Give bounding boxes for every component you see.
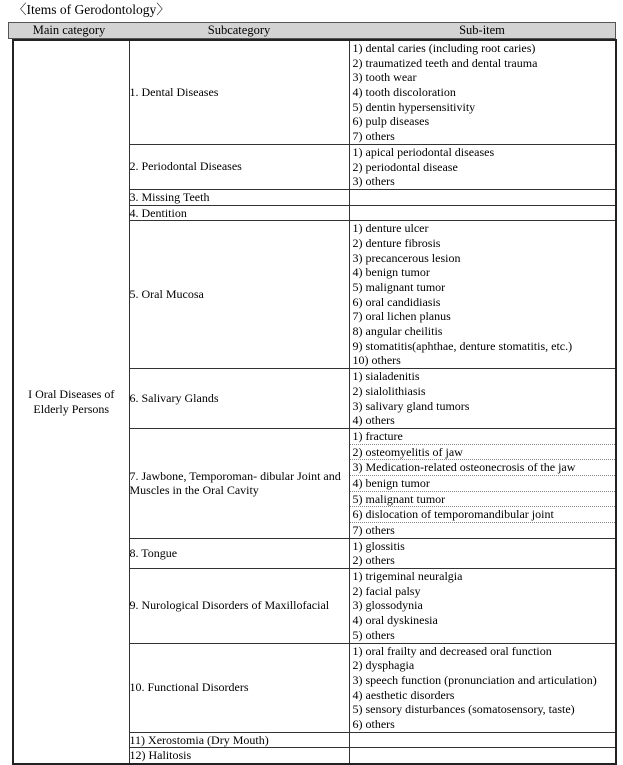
sub-item-cell — [349, 144, 616, 189]
sub-item-cell — [349, 205, 616, 221]
sub-item-line: 5) dentin hypersensitivity — [352, 99, 476, 114]
subcategory-cell — [129, 748, 349, 764]
column-header-sub-item: Sub-item — [459, 23, 505, 37]
subcategory-text: 7. Jawbone, Temporoman- dibular Joint and Muscles in the Oral Cavity — [129, 468, 341, 498]
gerodontology-table — [12, 39, 617, 765]
sub-item-line: 1) fracture — [350, 429, 616, 445]
subcategory-cell — [129, 428, 349, 538]
sub-item-line: 4) aesthetic disorders — [352, 687, 455, 702]
sub-item-line: 4) benign tumor — [352, 265, 430, 280]
sub-item-line: 6) others — [352, 716, 395, 731]
main-category-cell — [13, 40, 129, 764]
subcategory-text: 12) Halitosis — [129, 748, 192, 763]
sub-item-line: 2) denture fibrosis — [352, 235, 441, 250]
sub-item-line: 2) traumatized teeth and dental trauma — [352, 55, 538, 70]
main-category-text: I Oral Diseases of Elderly Persons — [28, 387, 115, 417]
column-header-subcategory: Subcategory — [207, 23, 271, 37]
sub-item-line: 3) Medication-related osteonecrosis of the jaw — [350, 460, 616, 476]
subcategory-text: 8. Tongue — [129, 546, 178, 561]
sub-item-line: 3) glossodynia — [352, 598, 423, 613]
subcategory-cell — [129, 538, 349, 568]
sub-item-line: 3) salivary gland tumors — [352, 398, 470, 413]
sub-item-line: 2) dysphagia — [352, 658, 415, 673]
sub-item-line: 10) others — [352, 353, 401, 368]
sub-item-cell — [349, 189, 616, 205]
sub-item-line: 4) benign tumor — [350, 476, 616, 492]
sub-item-cell — [349, 732, 616, 748]
subcategory-text: 5. Oral Mucosa — [129, 287, 204, 302]
sub-item-line: 9) stomatitis(aphthae, denture stomatitis, etc.) — [352, 338, 573, 353]
sub-item-line: 3) others — [352, 174, 395, 189]
subcategory-text: 3. Missing Teeth — [129, 189, 210, 204]
subcategory-text: 4. Dentition — [129, 205, 187, 220]
subcategory-cell — [129, 144, 349, 189]
sub-item-line: 3) precancerous lesion — [352, 250, 461, 265]
subcategory-text: 6. Salivary Glands — [129, 391, 219, 406]
subcategory-text: 2. Periodontal Diseases — [129, 159, 242, 174]
subcategory-text: 11) Xerostomia (Dry Mouth) — [129, 732, 269, 747]
subcategory-cell — [129, 569, 349, 643]
sub-item-line: 1) glossitis — [352, 538, 405, 553]
subcategory-text: 1. Dental Diseases — [129, 85, 219, 100]
subcategory-cell — [129, 40, 349, 144]
sub-item-line: 5) malignant tumor — [352, 280, 446, 295]
sub-item-line: 8) angular cheilitis — [352, 324, 443, 339]
sub-item-line: 2) periodontal disease — [352, 159, 458, 174]
sub-item-line: 5) malignant tumor — [350, 492, 616, 508]
sub-item-cell — [349, 748, 616, 764]
sub-item-line: 6) oral candidiasis — [352, 294, 441, 309]
sub-item-line: 3) speech function (pronunciation and articulation) — [352, 672, 597, 687]
sub-item-line: 7) others — [352, 523, 395, 538]
sub-item-line: 2) facial palsy — [352, 583, 421, 598]
sub-item-line: 1) trigeminal neuralgia — [352, 569, 463, 584]
sub-item-line: 2) osteomyelitis of jaw — [350, 445, 616, 461]
sub-item-line: 1) denture ulcer — [352, 221, 429, 236]
sub-item-line: 1) dental caries (including root caries) — [352, 41, 536, 55]
sub-item-line: 5) others — [352, 627, 395, 642]
subcategory-cell — [129, 205, 349, 221]
sub-item-line: 1) apical periodontal diseases — [352, 144, 495, 159]
sub-item-line: 7) oral lichen planus — [352, 309, 451, 324]
sub-item-line: 5) sensory disturbances (somatosensory, taste) — [352, 702, 575, 717]
sub-item-line: 6) pulp diseases — [352, 114, 430, 129]
page-title: 〈Items of Gerodontology〉 — [13, 2, 170, 17]
sub-item-line: 2) sialolithiasis — [352, 383, 426, 398]
sub-item-line: 7) others — [352, 129, 395, 144]
table-row — [13, 40, 616, 144]
sub-item-line: 6) dislocation of temporomandibular joint — [350, 507, 616, 523]
subcategory-cell — [129, 732, 349, 748]
sub-item-line: 1) oral frailty and decreased oral function — [352, 643, 552, 658]
sub-item-cell — [349, 40, 616, 144]
sub-item-line: 2) others — [352, 553, 395, 568]
sub-item-cell — [349, 428, 616, 538]
subcategory-text: 10. Functional Disorders — [129, 680, 249, 695]
sub-item-line: 4) oral dyskinesia — [352, 613, 438, 628]
sub-item-line: 3) tooth wear — [352, 70, 417, 85]
subcategory-text: 9. Nurological Disorders of Maxillofacial — [129, 598, 330, 613]
sub-item-cell — [349, 538, 616, 568]
sub-item-cell — [349, 221, 616, 369]
subcategory-cell — [129, 643, 349, 732]
table-header — [8, 22, 616, 39]
sub-item-cell — [349, 643, 616, 732]
subcategory-cell — [129, 221, 349, 369]
subcategory-cell — [129, 369, 349, 429]
sub-item-line: 4) others — [352, 413, 395, 428]
column-header-main-category: Main category — [32, 23, 106, 37]
sub-item-cell — [349, 569, 616, 643]
sub-item-cell — [349, 369, 616, 429]
subcategory-cell — [129, 189, 349, 205]
sub-item-line: 1) sialadenitis — [352, 369, 420, 384]
sub-item-line: 4) tooth discoloration — [352, 85, 456, 100]
